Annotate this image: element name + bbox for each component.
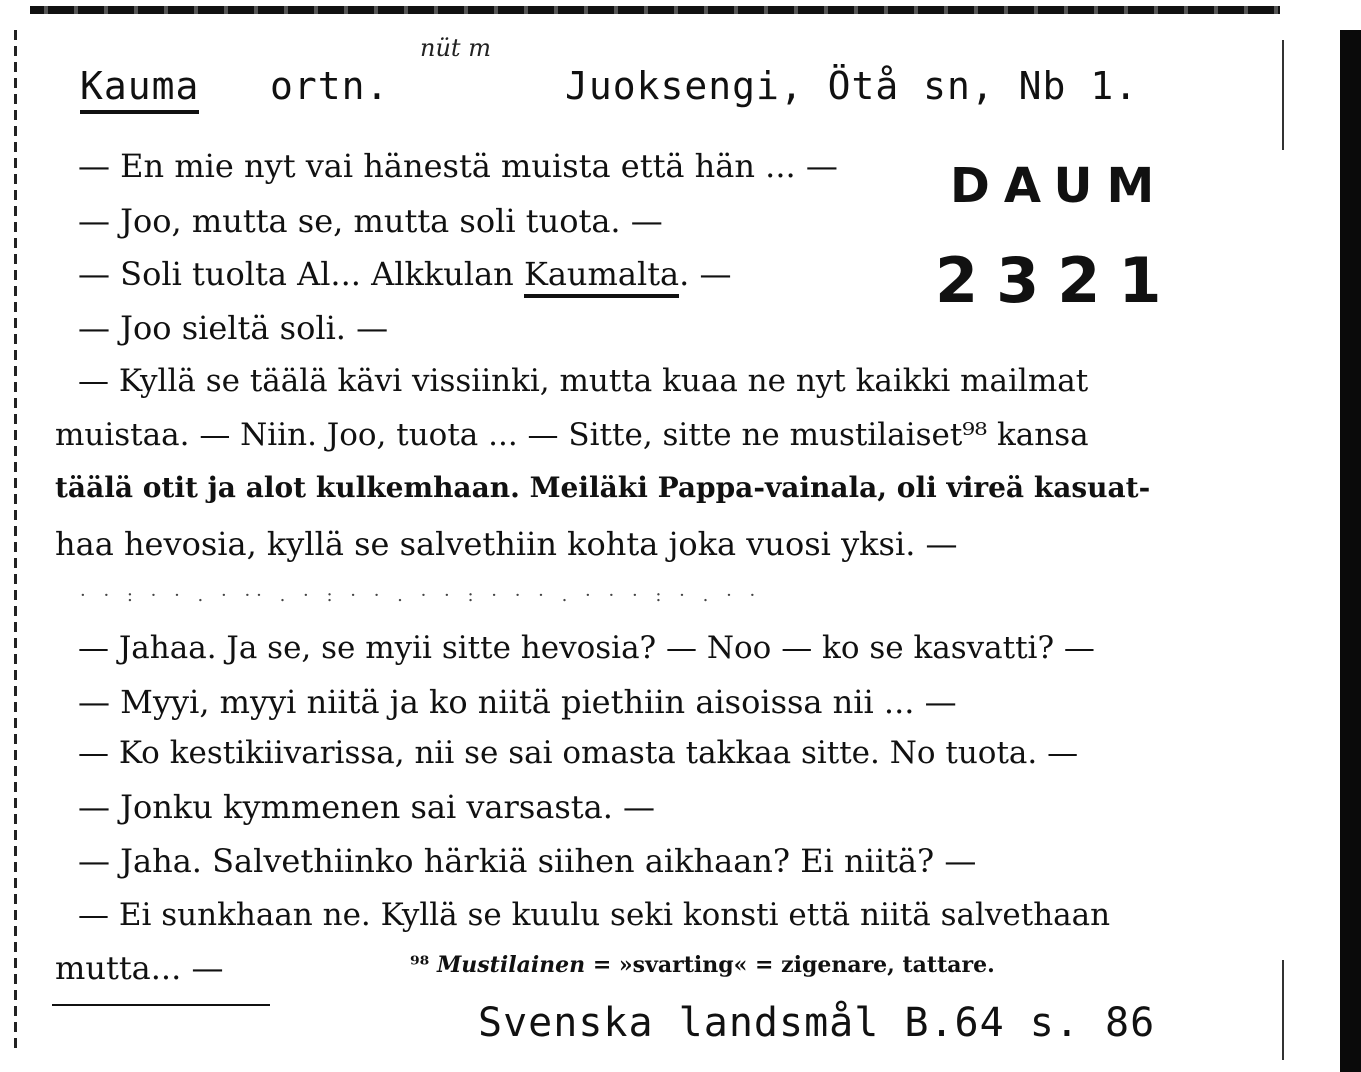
text-line: — Jonku kymmenen sai varsasta. — — [78, 788, 656, 826]
text-line: — En mie nyt vai hänestä muista että hän ... — — [78, 147, 838, 185]
footnote-text: = »svarting« = zigenare, tattare. — [592, 952, 995, 978]
text-line: — Ei sunkhaan ne. Kyllä se kuulu seki konsti että niitä salvethaan — [78, 897, 1111, 933]
footnote-mark: ⁹⁸ — [410, 952, 430, 978]
paper-speckle: · · : · · . · ·· . · : · · . · · : · · · . · · · : · . · · — [80, 585, 762, 606]
text-line: muistaa. — Niin. Joo, tuota ... — Sitte, sitte ne mustilaiset⁹⁸ kansa — [55, 417, 1089, 453]
archive-stamp-word: DAUM — [950, 158, 1169, 214]
card-right-edge — [1340, 30, 1361, 1072]
card-margin-mark — [1282, 960, 1284, 1060]
text-line: haa hevosia, kyllä se salvethiin kohta joka vuosi yksi. — — [55, 525, 958, 563]
text-line: mutta... — — [55, 949, 224, 987]
text-line: — Joo, mutta se, mutta soli tuota. — — [78, 202, 663, 240]
source-reference: Svenska landsmål B.64 s. 86 — [478, 1000, 1156, 1046]
text-line: — Myyi, myyi niitä ja ko niitä piethiin aisoissa nii ... — — [78, 683, 957, 721]
footnote-term: Mustilainen — [436, 952, 586, 978]
text-line: — Jahaa. Ja se, se myii sitte hevosia? — Noo — ko se kasvatti? — — [78, 630, 1095, 666]
text-line: täälä otit ja alot kulkemhaan. Meiläki Pappa-vainala, oli vireä kasuat- — [55, 471, 1151, 504]
card-margin-mark — [1282, 40, 1284, 150]
card-place: Juoksengi, Ötå sn, Nb 1. — [565, 64, 1139, 108]
text-line: — Jaha. Salvethiinko härkiä siihen aikhaan? Ei niitä? — — [78, 842, 977, 880]
text-line: — Kyllä se täälä kävi vissiinki, mutta kuaa ne nyt kaikki mailmat — [78, 363, 1089, 399]
card-keyword: Kauma — [80, 64, 199, 114]
divider-rule — [52, 1004, 270, 1006]
card-top-edge — [30, 6, 1280, 14]
underlined-keyword: Kaumalta — [524, 255, 679, 298]
text-line: — Ko kestikiivarissa, nii se sai omasta takkaa sitte. No tuota. — — [78, 735, 1079, 771]
archive-stamp-number: 2321 — [935, 244, 1180, 317]
card-word-type: ortn. — [270, 64, 390, 108]
footnote — [410, 952, 995, 978]
text-line: — Soli tuolta Al... Alkkulan Kaumalta. — — [78, 258, 731, 290]
text-line: — Joo sieltä soli. — — [78, 309, 389, 347]
card-left-edge — [14, 30, 17, 1050]
handwritten-annotation: nüt m — [420, 34, 491, 62]
